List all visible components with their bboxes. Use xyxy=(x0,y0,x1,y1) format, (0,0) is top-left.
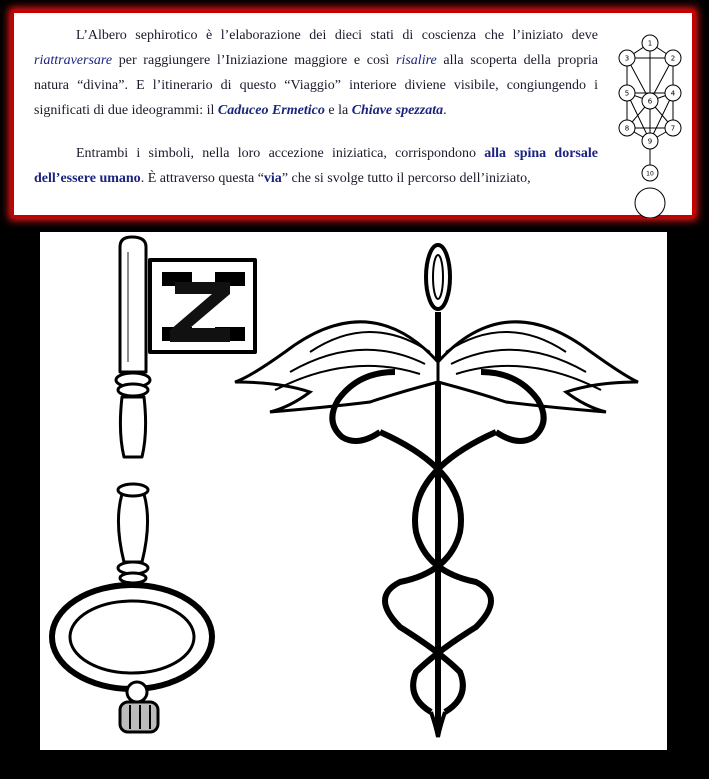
svg-text:8: 8 xyxy=(624,124,630,133)
svg-text:1: 1 xyxy=(647,39,653,48)
p1-text-d: e la xyxy=(324,103,352,118)
symbols-image-panel xyxy=(40,232,667,750)
svg-text:3: 3 xyxy=(624,54,630,63)
p1-text-c: alla scoperta della propria natura “divina”. E l’itinerario di questo “Viaggio” interiore diviene visibile, congiungendo i significati di due ideogrammi: il xyxy=(34,53,598,118)
svg-text:10: 10 xyxy=(646,170,654,178)
symbols-illustration xyxy=(40,232,667,750)
text-panel xyxy=(14,13,692,215)
p1-text-a: L’Albero sephirotico è l’elaborazione dei dieci stati di coscienza che l’iniziato deve xyxy=(76,28,598,43)
paragraph-1 xyxy=(34,23,598,123)
svg-text:2: 2 xyxy=(670,54,676,63)
p2-text-a: Entrambi i simboli, nella loro accezione iniziatica, corrispondono xyxy=(76,146,485,161)
svg-text:4: 4 xyxy=(670,89,676,98)
paragraph-2 xyxy=(34,141,598,191)
p1-text-b: per raggiungere l’Iniziazione maggiore e così xyxy=(112,53,397,68)
sephirotic-tree-icon xyxy=(617,33,687,218)
p1-text-e: . xyxy=(443,103,447,118)
p1-emphasis-risalire: risalire xyxy=(396,53,437,68)
p1-chiave-spezzata: Chiave spezzata xyxy=(351,103,444,118)
svg-text:5: 5 xyxy=(624,89,630,98)
p2-via: via xyxy=(263,171,282,186)
p1-emphasis-riattraversare: riattraversare xyxy=(34,53,113,68)
svg-text:7: 7 xyxy=(670,124,676,133)
p2-spina-dorsale: alla spina dorsale dell’essere umano xyxy=(34,146,598,186)
svg-text:6: 6 xyxy=(647,97,653,106)
broken-key-icon xyxy=(52,237,255,732)
p2-text-c: ” che si svolge tutto il percorso dell’iniziato, xyxy=(281,171,531,186)
caduceus-icon xyxy=(235,245,638,737)
svg-text:9: 9 xyxy=(647,137,653,146)
tree-node-bottom xyxy=(635,188,665,218)
p2-text-b: . È attraverso questa “ xyxy=(140,171,264,186)
p1-caduceo-ermetico: Caduceo Ermetico xyxy=(217,103,325,118)
